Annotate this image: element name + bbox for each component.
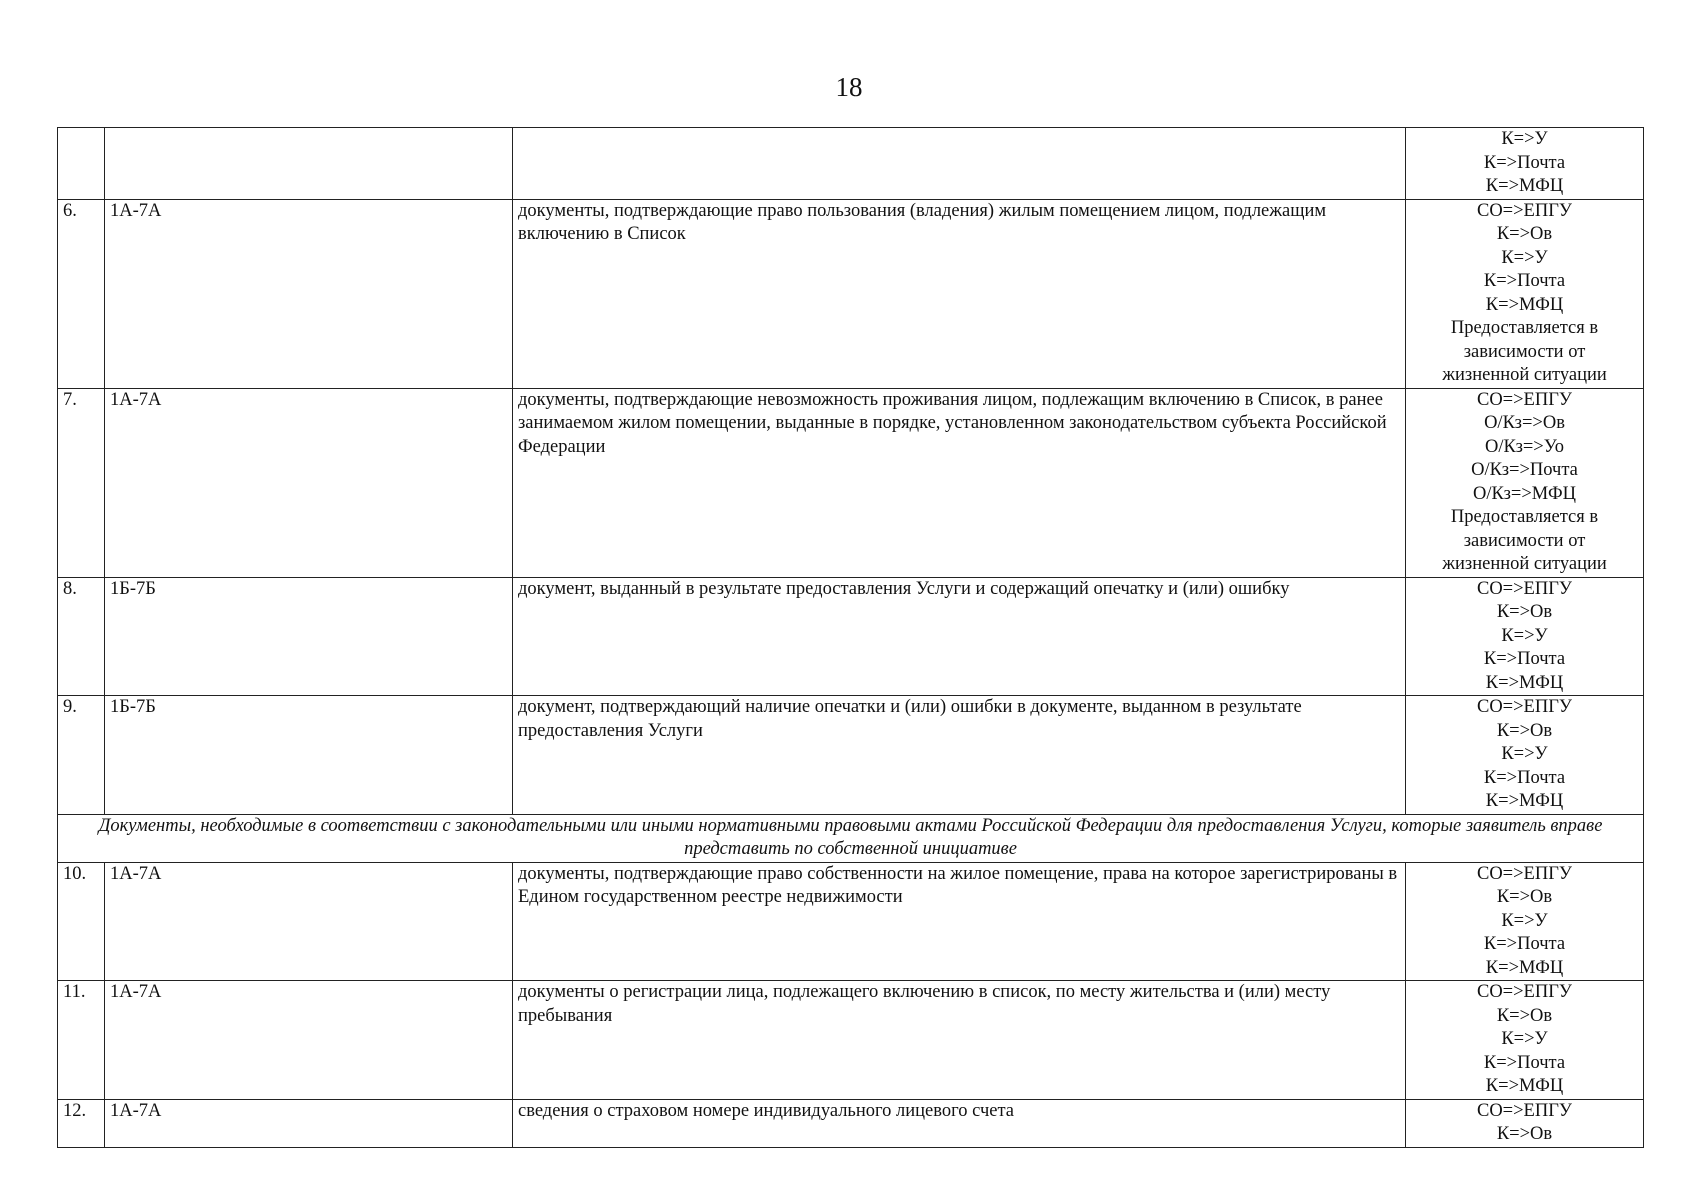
submission-method-line: СО=>ЕПГУ <box>1476 697 1573 717</box>
submission-method-line: К=>У <box>1501 910 1548 931</box>
submission-method-line: жизненной ситуации <box>1442 554 1607 574</box>
document-description-cell: документы, подтверждающие право пользования (владения) жилым помещением лицом, подлежащим включению в Список <box>513 199 1406 388</box>
submission-method-line: жизненной ситуации <box>1442 365 1607 385</box>
submission-method-line: К=>Ов <box>1496 602 1553 622</box>
submission-methods-cell <box>1406 696 1644 815</box>
form-code-cell: 1А-7А <box>105 981 513 1100</box>
section-header-row <box>58 814 1644 862</box>
section-header-text: Документы, необходимые в соответствии с законодательными или иными нормативными правовыми актами Российской Федерации для предоставления Услуги, которые заявитель вправе представить по собственной инициативе <box>58 814 1644 862</box>
form-code-cell: 1А-7А <box>105 1099 513 1147</box>
row-number-cell: 7. <box>58 388 105 577</box>
documents-table <box>57 127 1644 1148</box>
submission-method-line: СО=>ЕПГУ <box>1476 863 1573 884</box>
submission-method-line: О/Кз=>Уо <box>1484 436 1565 457</box>
document-description-cell: документы, подтверждающие невозможность проживания лицом, подлежащим включению в Список, в ранее занимаемом жилом помещении, выданные в порядке, установленном законодательством субъекта Российской Федерации <box>513 388 1406 577</box>
table-row <box>58 981 1644 1100</box>
table-row <box>58 577 1644 696</box>
submission-method-line: К=>У <box>1501 625 1548 646</box>
submission-methods-cell <box>1406 199 1644 388</box>
submission-method-line: К=>Почта <box>1483 152 1566 173</box>
table-row <box>58 128 1644 200</box>
submission-methods-cell <box>1406 981 1644 1100</box>
submission-methods-cell <box>1406 388 1644 577</box>
submission-method-line: К=>У <box>1501 1029 1548 1049</box>
page-number: 18 <box>835 72 863 102</box>
submission-method-line: К=>МФЦ <box>1485 957 1564 978</box>
submission-method-line: К=>МФЦ <box>1485 791 1564 811</box>
row-number-cell: 12. <box>58 1099 105 1147</box>
submission-methods-cell <box>1406 577 1644 696</box>
document-description-cell <box>513 128 1406 200</box>
form-code-cell: 1А-7А <box>105 388 513 577</box>
submission-method-line: К=>Почта <box>1483 1052 1566 1073</box>
submission-method-line: К=>Ов <box>1496 224 1553 244</box>
document-description-cell: документы о регистрации лица, подлежащего включению в список, по месту жительства и (или) месту пребывания <box>513 981 1406 1100</box>
submission-method-line: К=>МФЦ <box>1485 1076 1564 1096</box>
form-code-cell: 1А-7А <box>105 862 513 981</box>
documents-table-body <box>58 128 1644 1148</box>
submission-methods-cell <box>1406 862 1644 981</box>
submission-method-line: К=>Почта <box>1483 934 1566 954</box>
submission-methods-cell <box>1406 1099 1644 1147</box>
submission-method-line: К=>Ов <box>1496 1124 1553 1144</box>
row-number-cell: 11. <box>58 981 105 1100</box>
submission-method-line: СО=>ЕПГУ <box>1476 1100 1573 1121</box>
submission-method-line: К=>У <box>1501 744 1548 764</box>
submission-method-line: зависимости от <box>1463 341 1586 362</box>
form-code-cell <box>105 128 513 200</box>
table-row <box>58 862 1644 981</box>
submission-method-line: зависимости от <box>1463 530 1586 551</box>
row-number-cell <box>58 128 105 200</box>
document-description-cell: документ, выданный в результате предоставления Услуги и содержащий опечатку и (или) ошибку <box>513 577 1406 696</box>
form-code-cell: 1Б-7Б <box>105 696 513 815</box>
submission-method-line: СО=>ЕПГУ <box>1476 200 1573 221</box>
submission-method-line: К=>Почта <box>1483 271 1566 291</box>
document-description-cell: документ, подтверждающий наличие опечатки и (или) ошибки в документе, выданном в результате предоставления Услуги <box>513 696 1406 815</box>
submission-method-line: О/Кз=>Почта <box>1471 460 1578 480</box>
document-description-cell: документы, подтверждающие право собственности на жилое помещение, права на которое зарегистрированы в Едином государственном реестре недвижимости <box>513 862 1406 981</box>
submission-method-line: К=>Почта <box>1483 649 1566 669</box>
submission-methods-cell <box>1406 128 1644 200</box>
table-row <box>58 696 1644 815</box>
submission-method-line: К=>Почта <box>1483 767 1566 788</box>
submission-method-line: Предоставляется в <box>1450 318 1599 338</box>
table-row <box>58 199 1644 388</box>
row-number-cell: 6. <box>58 199 105 388</box>
submission-method-line: К=>Ов <box>1496 720 1553 741</box>
form-code-cell: 1Б-7Б <box>105 577 513 696</box>
row-number-cell: 10. <box>58 862 105 981</box>
submission-method-line: К=>МФЦ <box>1485 176 1564 196</box>
row-number-cell: 9. <box>58 696 105 815</box>
submission-method-line: СО=>ЕПГУ <box>1476 578 1573 599</box>
submission-method-line: К=>Ов <box>1496 887 1553 907</box>
submission-method-line: К=>МФЦ <box>1485 672 1564 693</box>
submission-method-line: СО=>ЕПГУ <box>1476 389 1573 410</box>
document-description-cell: сведения о страховом номере индивидуального лицевого счета <box>513 1099 1406 1147</box>
submission-method-line: К=>Ов <box>1496 1005 1553 1026</box>
table-row <box>58 1099 1644 1147</box>
submission-method-line: Предоставляется в <box>1450 507 1599 527</box>
submission-method-line: О/Кз=>Ов <box>1484 413 1565 433</box>
submission-method-line: К=>У <box>1501 129 1548 149</box>
submission-method-line: К=>У <box>1501 247 1548 268</box>
form-code-cell: 1А-7А <box>105 199 513 388</box>
submission-method-line: О/Кз=>МФЦ <box>1473 483 1576 504</box>
row-number-cell: 8. <box>58 577 105 696</box>
table-row <box>58 388 1644 577</box>
submission-method-line: К=>МФЦ <box>1485 294 1564 315</box>
submission-method-line: СО=>ЕПГУ <box>1476 982 1573 1002</box>
